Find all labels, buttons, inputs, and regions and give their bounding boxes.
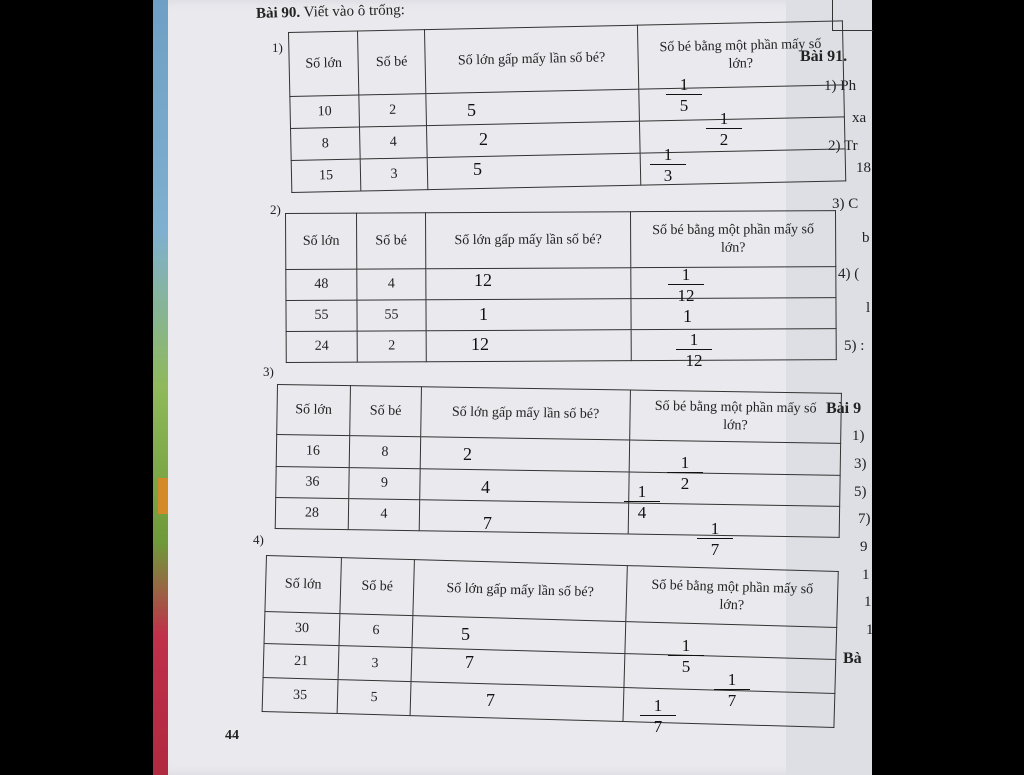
fraction-denominator: 12: [685, 351, 703, 370]
header-so-lon: Số lớn: [265, 556, 342, 614]
table-label-2: 2): [270, 202, 281, 217]
header-fraction: Số bé bằng một phần mấy số lớn?: [630, 211, 835, 268]
header-so-lon: Số lớn: [286, 213, 357, 269]
right-num: 1): [852, 428, 865, 444]
fraction-numerator: 1: [710, 519, 720, 538]
cell-so-be: 5: [337, 680, 411, 716]
cell-so-be: 55: [357, 300, 426, 331]
cell-so-be: 2: [359, 94, 427, 127]
answer-cell-times[interactable]: [426, 330, 631, 362]
right-line: 18: [856, 160, 871, 176]
answer-times: 7: [465, 652, 474, 672]
right-line: 2) Tr: [828, 138, 858, 154]
table-row: [286, 298, 836, 332]
answer-fraction: [668, 266, 704, 304]
cell-so-lon: 28: [275, 497, 348, 529]
cell-so-lon: 8: [291, 127, 361, 160]
cell-so-be: 3: [338, 646, 412, 682]
answer-times: 1: [479, 304, 488, 324]
fraction-bar: [667, 472, 703, 473]
header-so-lon: Số lớn: [277, 385, 351, 436]
right-line: l: [866, 300, 871, 316]
answer-times: 2: [463, 444, 472, 464]
fraction-denominator: 7: [710, 540, 720, 559]
answer-fraction: [697, 520, 733, 558]
answer-cell-fraction[interactable]: [629, 472, 840, 506]
answer-fraction: [624, 483, 660, 521]
fraction-numerator: 1: [719, 109, 729, 128]
cell-so-lon: 21: [263, 643, 339, 679]
answer-cell-fraction[interactable]: [631, 329, 836, 361]
answer-times: 2: [479, 129, 488, 149]
fraction-numerator: 1: [679, 75, 689, 94]
fraction-bar: [676, 349, 712, 350]
header-times: Số lớn gấp mấy lần số bé?: [426, 212, 631, 269]
header-fraction: Số bé bằng một phần mấy số lớn?: [637, 21, 843, 89]
cell-so-be: 6: [339, 614, 413, 648]
answer-cell-times[interactable]: [410, 682, 624, 722]
fraction-numerator: 1: [680, 453, 690, 472]
fraction-denominator: 7: [727, 691, 737, 710]
fraction-bar: [668, 655, 704, 656]
table-label-4: 4): [253, 532, 264, 547]
cell-so-lon: 15: [291, 159, 361, 192]
table-row: [286, 329, 836, 363]
fraction-denominator: 4: [637, 503, 647, 522]
fraction-denominator: 2: [680, 474, 690, 493]
cell-so-be: 4: [360, 126, 428, 159]
cell-so-be: 9: [349, 468, 420, 500]
exercise-instruction: Viết vào ô trống:: [303, 2, 406, 21]
answer-fraction: [640, 697, 676, 735]
table-row: [286, 267, 836, 301]
right-exercise-91: Bài 91.: [800, 48, 848, 65]
cell-so-lon: 16: [276, 435, 349, 468]
answer-fraction: [706, 110, 742, 148]
answer-cell-fraction[interactable]: [629, 440, 840, 475]
fraction-denominator: 3: [663, 166, 673, 185]
answer-times: 5: [467, 100, 476, 120]
cell-so-be: 8: [349, 436, 420, 469]
header-fraction: Số bé bằng một phần mấy số lớn?: [630, 390, 842, 443]
table-label-1: 1): [272, 40, 283, 55]
fraction-denominator: 2: [719, 130, 729, 149]
answer-cell-times[interactable]: [420, 469, 629, 503]
header-times: Số lớn gấp mấy lần số bé?: [421, 387, 631, 440]
fraction-numerator: 1: [681, 636, 691, 655]
right-line: 3) C: [832, 196, 859, 212]
answer-times: 7: [486, 690, 495, 710]
cell-so-lon: 24: [286, 331, 357, 362]
table-1: [288, 20, 846, 193]
right-line: 5) :: [844, 338, 865, 354]
right-num: 1: [862, 567, 870, 583]
fraction-bar: [624, 501, 660, 502]
answer-cell-fraction[interactable]: [631, 298, 836, 330]
cell-so-be: 2: [357, 331, 426, 362]
cell-so-lon: 10: [290, 95, 360, 128]
header-fraction: Số bé bằng một phần mấy số lớn?: [626, 566, 838, 628]
right-line: 4) (: [838, 266, 860, 282]
answer-cell-times[interactable]: [427, 153, 641, 189]
right-num: 9: [860, 539, 868, 555]
answer-times: 5: [473, 159, 482, 179]
fraction-denominator: 12: [677, 286, 695, 305]
fraction-bar: [714, 689, 750, 690]
answer-times: 5: [461, 624, 470, 644]
right-line: xa: [852, 110, 867, 126]
answer-cell-times[interactable]: [426, 299, 631, 331]
answer-times: 12: [474, 270, 492, 290]
fraction-bar: [668, 284, 704, 285]
right-line: 1) Ph: [824, 78, 857, 94]
fraction-numerator: 1: [637, 482, 647, 501]
exercise-heading: [256, 2, 405, 23]
right-line: b: [862, 230, 870, 246]
cell-so-be: 4: [348, 499, 419, 531]
header-so-be: Số bé: [350, 386, 422, 437]
fraction-denominator: 5: [681, 657, 691, 676]
answer-cell-times[interactable]: [420, 437, 629, 472]
fraction-bar: [666, 94, 702, 95]
header-so-be: Số bé: [357, 213, 426, 269]
answer-cell-times[interactable]: [419, 500, 628, 534]
fraction-bar: [706, 128, 742, 129]
table-4: [262, 555, 839, 728]
right-num: 5): [854, 484, 867, 500]
answer-times: 4: [481, 477, 490, 497]
table-3: [275, 384, 842, 538]
fraction-bar: [650, 164, 686, 165]
fraction-denominator: 5: [679, 96, 689, 115]
cell-so-be: 3: [360, 158, 428, 191]
answer-fraction: [714, 671, 750, 709]
right-num: 1: [864, 594, 872, 610]
right-num: 7): [858, 511, 871, 527]
fraction-numerator: 1: [689, 330, 699, 349]
cell-so-be: 4: [357, 269, 426, 300]
table-label-3: 3): [263, 364, 274, 379]
fraction-numerator: 1: [681, 265, 691, 284]
answer-cell-fraction[interactable]: [631, 267, 836, 299]
fraction-numerator: 1: [663, 145, 673, 164]
header-so-lon: Số lớn: [289, 31, 359, 96]
cell-so-lon: 30: [264, 611, 340, 645]
cell-so-lon: 55: [286, 300, 357, 331]
answer-fraction-whole: 1: [683, 306, 692, 326]
cell-so-lon: 35: [262, 677, 338, 713]
answer-fraction: [668, 637, 704, 675]
fraction-numerator: 1: [653, 696, 663, 715]
right-num: 3): [854, 456, 867, 472]
answer-cell-times[interactable]: [426, 121, 640, 157]
answer-fraction: [667, 454, 703, 492]
answer-fraction: [666, 76, 702, 114]
header-times: Số lớn gấp mấy lần số bé?: [413, 560, 627, 622]
header-so-be: Số bé: [357, 30, 425, 95]
answer-fraction: [650, 146, 686, 184]
exercise-number: Bài 90.: [255, 4, 301, 22]
table-2: [285, 210, 837, 363]
header-so-be: Số bé: [340, 558, 415, 616]
answer-times: 7: [483, 513, 492, 533]
answer-cell-times[interactable]: [426, 268, 631, 300]
fraction-denominator: 7: [653, 717, 663, 736]
fraction-numerator: 1: [727, 670, 737, 689]
fraction-bar: [697, 538, 733, 539]
answer-cell-times[interactable]: [426, 89, 640, 125]
cell-so-lon: 48: [286, 269, 357, 300]
right-num: 1: [866, 622, 874, 638]
cell-so-lon: 36: [276, 466, 349, 498]
right-exercise-ba: Bà: [843, 650, 862, 667]
answer-fraction: [676, 331, 712, 369]
fraction-bar: [640, 715, 676, 716]
answer-times: 12: [471, 334, 489, 354]
right-exercise-9x: Bài 9: [826, 400, 862, 417]
page-number: 44: [225, 728, 239, 743]
header-times: Số lớn gấp mấy lần số bé?: [424, 25, 638, 93]
